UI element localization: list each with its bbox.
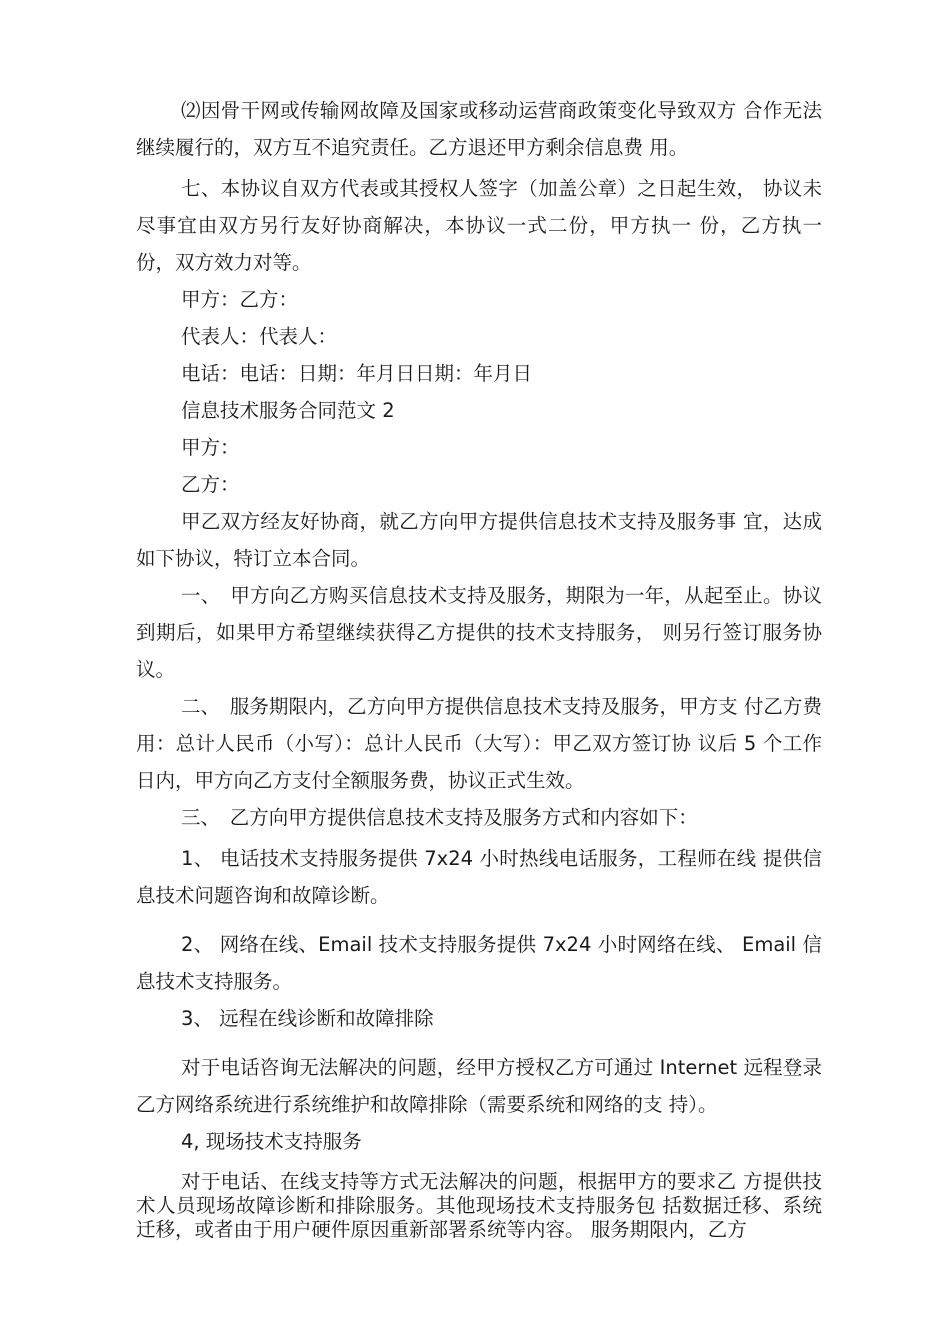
paragraph-clause-seven: 七、本协议自双方代表或其授权人签字（加盖公章）之日起生效， 协议未尽事宜由双方另行友好协商解决，本协议一式二份，甲方执一 份，乙方执一份，双方效力对等。	[136, 177, 822, 274]
signature-phone-date: 电话：电话：日期：年月日日期：年月日	[181, 362, 533, 385]
paragraph-item-2: 2、 网络在线、Email 技术支持服务提供 7x24 小时网络在线、 Email 信息技术支持服务。	[136, 933, 822, 993]
paragraph-remote-support: 对于电话咨询无法解决的问题，经甲方授权乙方可通过 Internet 远程登录乙方网络系统进行系统维护和故障排除（需要系统和网络的支 持）。	[136, 1056, 822, 1116]
party-a-label: 甲方：	[181, 436, 240, 459]
paragraph-onsite-support: 对于电话、在线支持等方式无法解决的问题，根据甲方的要求乙 方提供技术人员现场故障诊断和排除服务。其他现场技术支持服务包 括数据迁移、系统迁移，或者由于用户硬件原因重新部署系统等内容。 服务期限内，乙方	[136, 1170, 822, 1241]
paragraph-preamble: 甲乙双方经友好协商，就乙方向甲方提供信息技术支持及服务事 宜，达成如下协议，特订立本合同。	[136, 510, 822, 570]
paragraph-item-3: 3、 远程在线诊断和故障排除	[181, 1007, 434, 1030]
paragraph-item-1: 1、 电话技术支持服务提供 7x24 小时热线电话服务，工程师在线 提供信息技术问题咨询和故障诊断。	[136, 847, 822, 907]
paragraph-clause-two: 二、 服务期限内，乙方向甲方提供信息技术支持及服务，甲方支 付乙方费用：总计人民币（小写）：总计人民币（大写）：甲乙双方签订协 议后 5 个工作日内，甲方向乙方支付全额服务费，协议正式生效。	[136, 695, 822, 792]
section-title-contract-2: 信息技术服务合同范文 2	[181, 399, 395, 422]
document-page	[136, 92, 822, 1242]
signature-representatives: 代表人：代表人：	[181, 325, 338, 348]
paragraph-item-4: 4, 现场技术支持服务	[181, 1130, 362, 1153]
signature-parties: 甲方：乙方：	[181, 288, 299, 311]
paragraph-force-majeure: ⑵因骨干网或传输网故障及国家或移动运营商政策变化导致双方 合作无法继续履行的，双方互不追究责任。乙方退还甲方剩余信息费 用。	[136, 99, 822, 159]
paragraph-clause-three: 三、 乙方向甲方提供信息技术支持及服务方式和内容如下：	[181, 806, 698, 829]
paragraph-clause-one: 一、 甲方向乙方购买信息技术支持及服务，期限为一年，从起至止。协议到期后，如果甲方希望继续获得乙方提供的技术支持服务， 则另行签订服务协议。	[136, 584, 822, 681]
party-b-label: 乙方：	[181, 473, 240, 496]
